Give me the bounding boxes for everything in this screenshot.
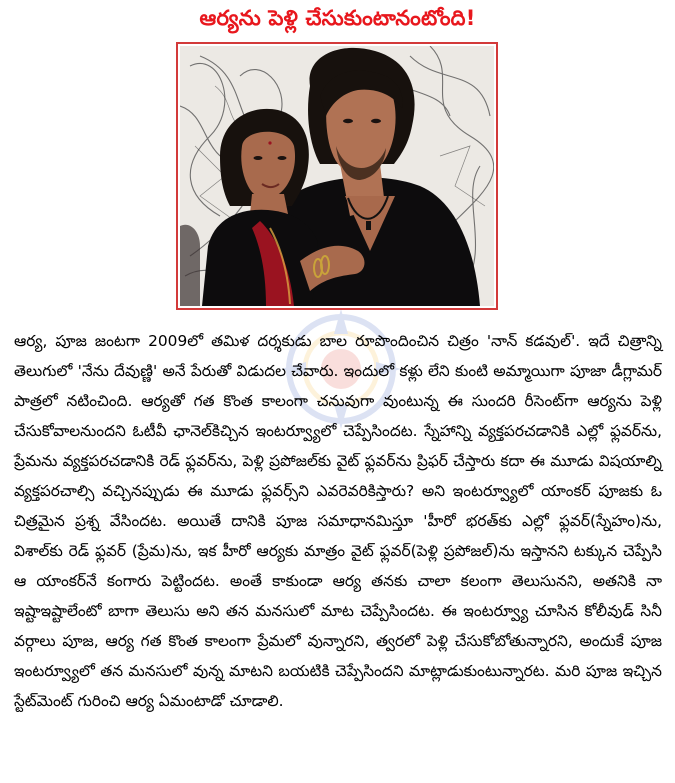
article-photo-frame [176, 42, 498, 310]
article-body: ఆర్య, పూజ జంటగా 2009లో తమిళ దర్శకుడు బాల రూపొందించిన చిత్రం 'నాన్ కడవుల్'. ఇదే చిత్రాన్ని తెలుగులో 'నేను దేవుణ్ణి' అనే పేరుతో విడుదల చేవారు. ఇందులో కళ్లు లేని కుంటి అమ్మాయిగా పూజా డీగ్లామర్ పాత్రలో నటించింది. ఆర్యతో గత కొంత కాలంగా చనువుగా వుంటున్న ఈ సుందరి రీసెంట్‌గా ఆర్యను పెళ్లి చేసుకోవాలనుందని ఓటీవీ ఛానెల్‌కిచ్చిన ఇంటర్వ్యూలో చెప్పేసిందట. స్నేహాన్ని వ్యక్తపరచడానికి ఎల్లో ఫ్లవర్‌ను, ప్రేమను వ్యక్తపరచడానికి రెడ్ ఫ్లవర్‌ను, పెళ్లి ప్రపోజల్‌కు వైట్ ఫ్లవర్‌ను ప్రిఫర్ చేస్తారు కదా ఈ మూడు విషయాల్ని వ్యక్తపరచాల్సి వచ్చినప్పుడు ఈ మూడు ఫ్లవర్స్‌ని ఎవరెవరికిస్తారు? అని ఇంటర్వ్యూలో యాంకర్ పూజకు ఓ చిత్రమైన ప్రశ్న వేసిందట. అయితే దానికి పూజ సమాధానమిస్తూ 'హీరో భరత్‌కు ఎల్లో ఫ్లవర్(స్నేహం)ను, విశాల్‌కు రెడ్ ఫ్లవర్ (ప్రేమ)ను, ఇక హీరో ఆర్యకు మాత్రం వైట్ ఫ్లవర్(పెళ్లి ప్రపోజల్)ను ఇస్తానని టక్కున చెప్పేసి ఆ యాంకర్‌నే కంగారు పెట్టిందట. అంతే కాకుండా ఆర్య తనకు చాలా కలంగా తెలుసునని, అతనికి నా ఇష్టాఇష్టాలేంటో బాగా తెలుసు అని తన మనసులో మాట చెప్పేసిందట. ఈ ఇంటర్వ్యూ చూసిన కోలీవుడ్ సినీ వర్గాలు పూజ, ఆర్య గత కొంత కాలంగా ప్రేమలో వున్నారని, త్వరలో పెళ్లి చేసుకోబోతున్నారని, అందుకే పూజ ఇంటర్వ్యూలో తన మనసులో వున్న మాటని బయటికి చెప్పేసిందని మాట్లాడుకుంటున్నారట. మరి పూజ ఇచ్చిన స్టేట్‌మెంట్ గురించి ఆర్య ఏమంటాడో చూడాలి. [14, 332, 662, 710]
article-headline: ఆర్యను పెళ్లి చేసుకుంటానంటోంది! [199, 6, 476, 30]
couple-photo [180, 46, 494, 306]
article-photo [180, 46, 494, 306]
